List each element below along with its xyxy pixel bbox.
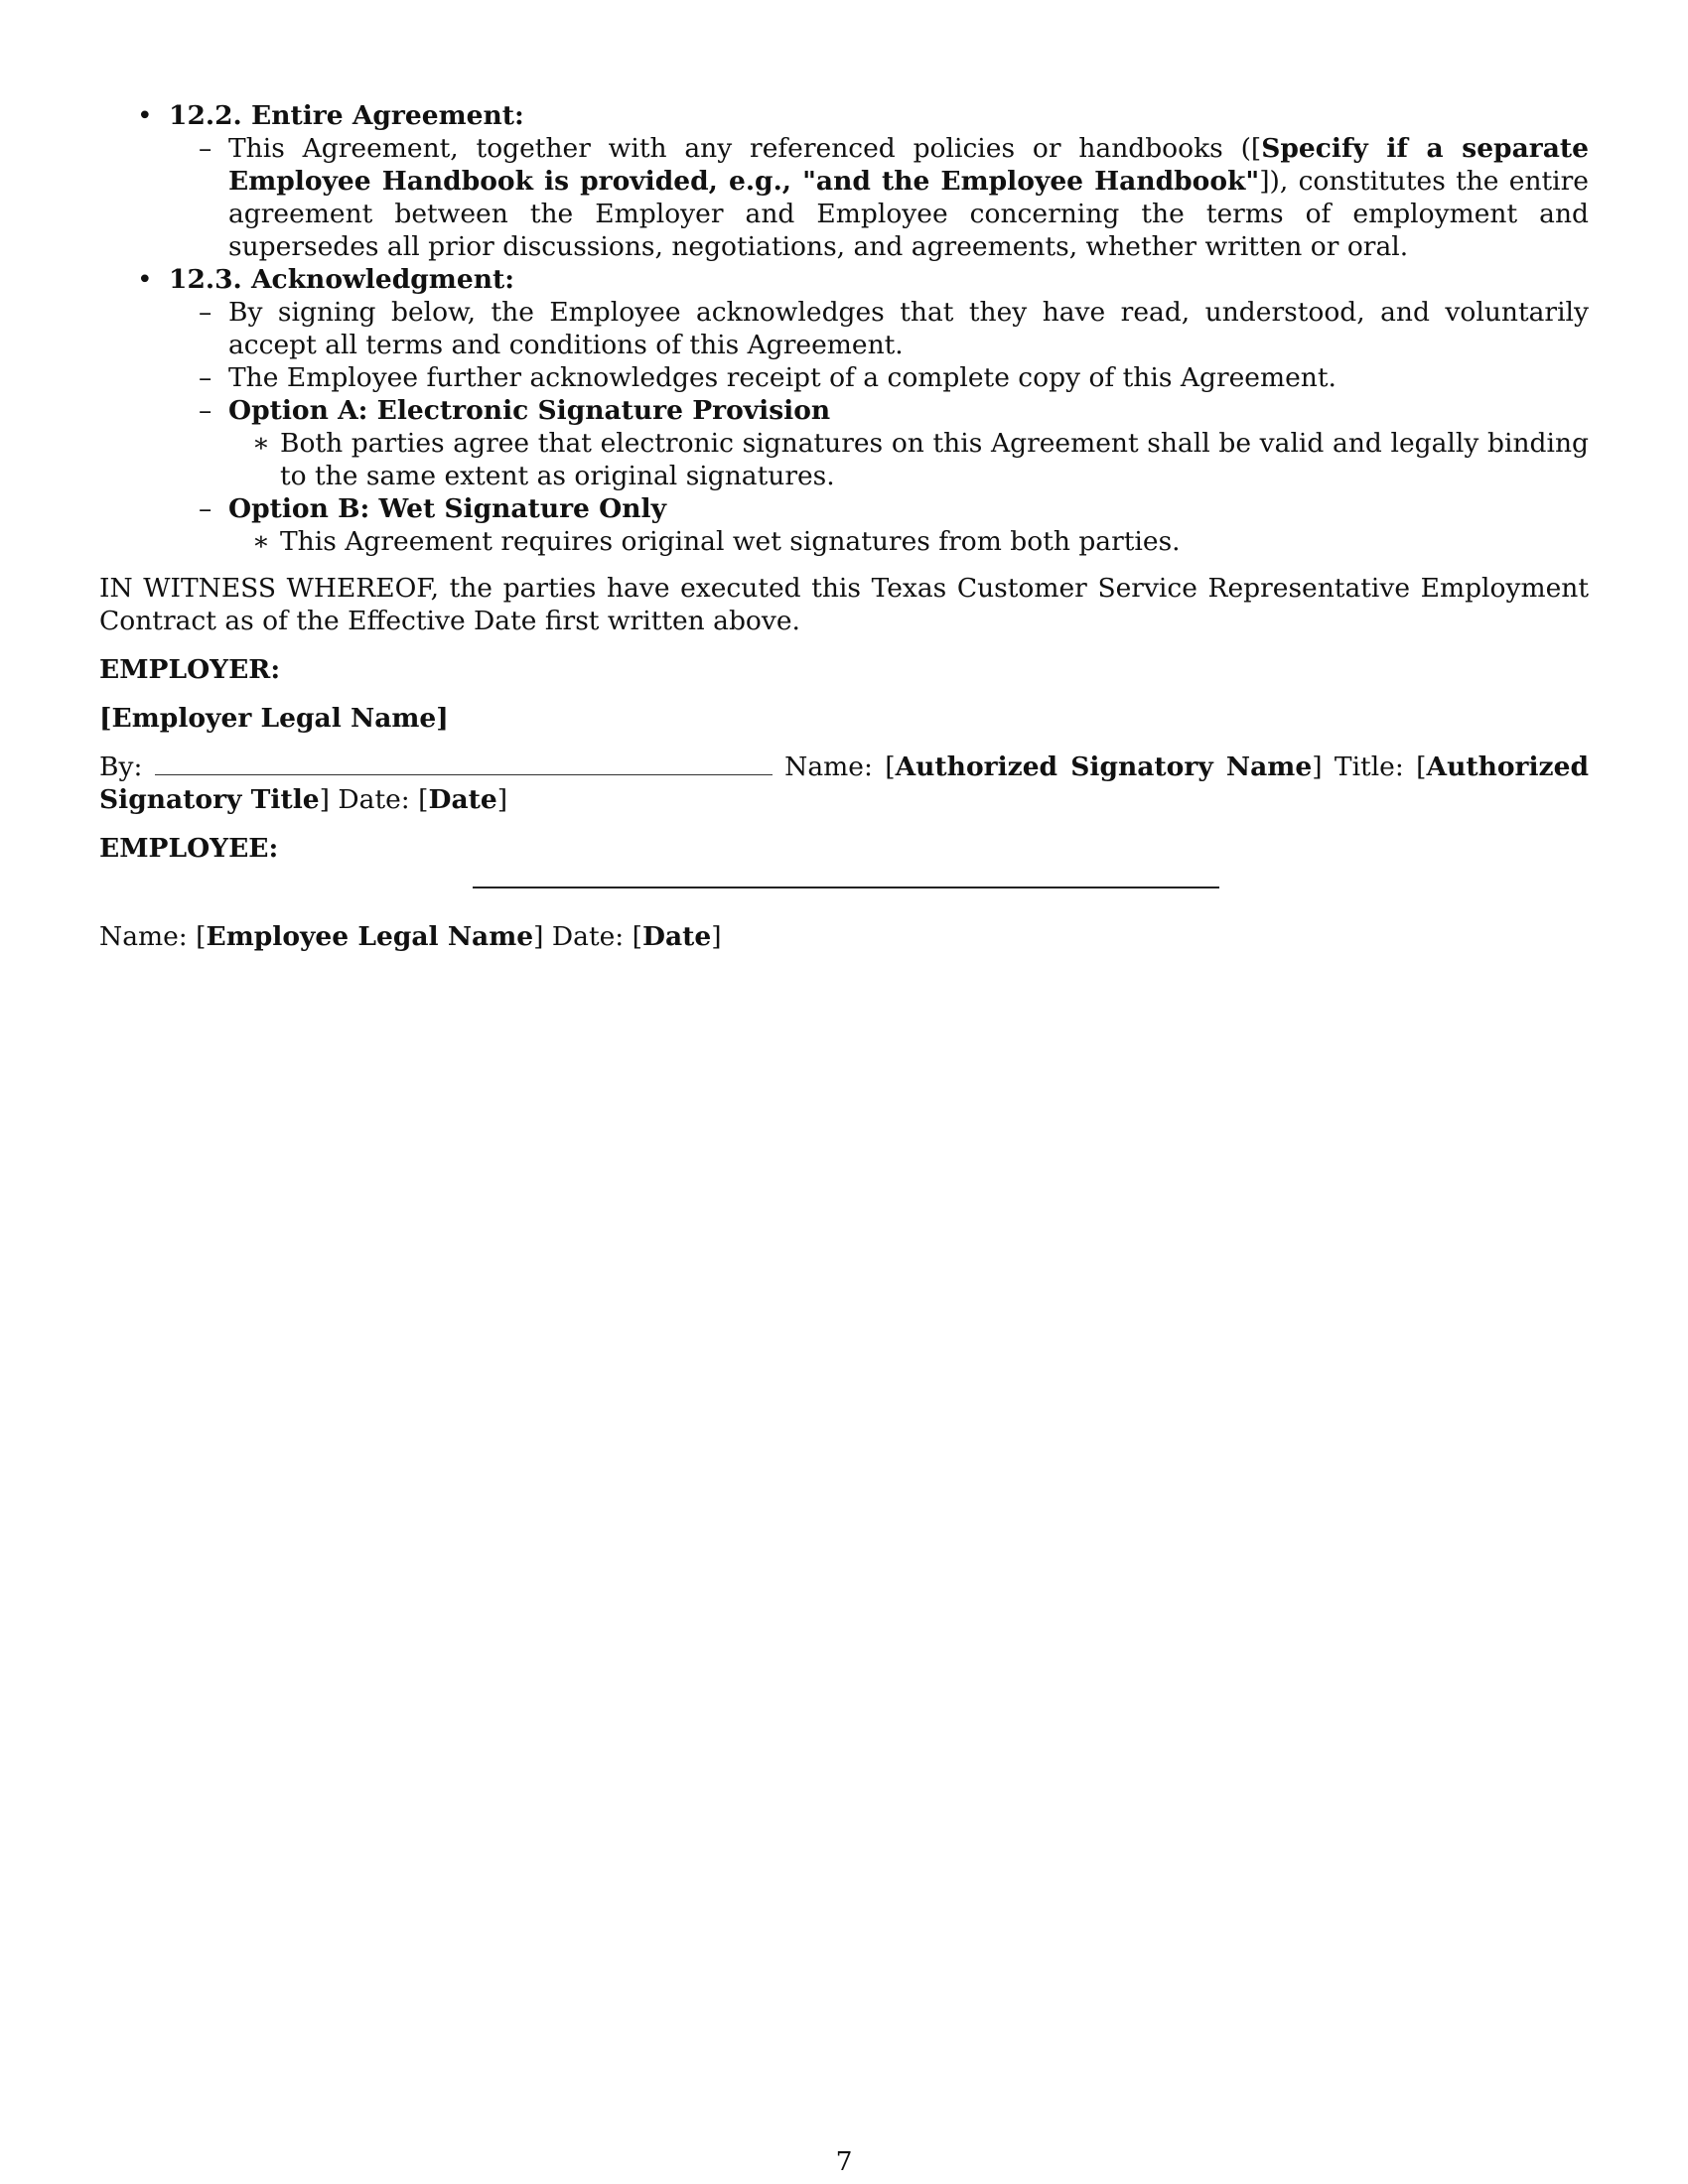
document-page bbox=[99, 99, 1589, 953]
dash-icon: – bbox=[199, 493, 212, 524]
employee-heading: EMPLOYEE: bbox=[99, 833, 279, 864]
employer-signature-line[interactable] bbox=[155, 752, 773, 775]
title-label: Title: bbox=[1334, 751, 1404, 782]
asterisk-icon: ∗ bbox=[252, 428, 271, 459]
name-label: Name: bbox=[784, 751, 873, 782]
section-12-2-heading: 12.2. Entire Agreement: bbox=[169, 100, 524, 131]
option-b-items bbox=[228, 525, 1589, 558]
section-list bbox=[99, 99, 1589, 558]
employer-legal-name: Employer Legal Name bbox=[111, 703, 437, 734]
authorized-signatory-name: Authorized Signatory Name bbox=[895, 751, 1313, 782]
handbook-placeholder: Specify if a separate Employee Handbook is provided, e.g., "and the Employee Handbook" bbox=[228, 133, 1589, 197]
receipt-text: The Employee further acknowledges receipt of a complete copy of this Agreement. bbox=[228, 362, 1336, 393]
option-b bbox=[169, 492, 1589, 558]
date-label: Date: bbox=[338, 784, 410, 815]
section-12-3 bbox=[99, 263, 1589, 558]
employee-signature-area bbox=[99, 887, 1589, 906]
by-label: By: bbox=[99, 751, 143, 782]
section-12-3-heading: 12.3. Acknowledgment: bbox=[169, 264, 514, 295]
employer-date: Date bbox=[428, 784, 497, 815]
option-b-text: This Agreement requires original wet signatures from both parties. bbox=[280, 526, 1181, 557]
dash-icon: – bbox=[199, 297, 212, 328]
section-12-3-items bbox=[169, 296, 1589, 558]
employer-signature-block: By: Name: [Authorized Signatory Name] Title: [Authorized Signatory Title] Date: [Date] bbox=[99, 751, 1589, 815]
employee-info-line: Name: [Employee Legal Name] Date: [Date] bbox=[99, 921, 722, 952]
section-12-2 bbox=[99, 99, 1589, 263]
list-item bbox=[169, 296, 1589, 361]
list-item bbox=[228, 525, 1589, 558]
employee-legal-name: Employee Legal Name bbox=[206, 921, 534, 952]
bullet-icon: • bbox=[137, 264, 153, 295]
employer-heading: EMPLOYER: bbox=[99, 654, 281, 685]
option-a-items bbox=[228, 427, 1589, 492]
dash-icon: – bbox=[199, 362, 212, 393]
employer-legal-name-block: [Employer Legal Name] bbox=[99, 703, 449, 734]
dash-icon: – bbox=[199, 133, 212, 164]
entire-agreement-text-start: This Agreement, together with any referenced policies or handbooks ([ bbox=[228, 133, 1262, 164]
page-number: 7 bbox=[835, 2146, 853, 2177]
section-12-2-items bbox=[169, 132, 1589, 263]
option-a-text: Both parties agree that electronic signatures on this Agreement shall be valid and legally binding to the same extent as original signatures. bbox=[280, 428, 1589, 491]
employee-signature-line[interactable] bbox=[473, 887, 1219, 888]
employee-date: Date bbox=[641, 921, 712, 952]
list-item bbox=[228, 427, 1589, 492]
option-b-title: Option B: Wet Signature Only bbox=[228, 493, 666, 524]
list-item bbox=[169, 361, 1589, 394]
entire-agreement-text-end: ]), constitutes the entire agreement between the Employer and Employee concerning the terms of employment and supersedes all prior discussions, negotiations, and agreements, whether written or oral. bbox=[228, 166, 1589, 262]
dash-icon: – bbox=[199, 395, 212, 426]
asterisk-icon: ∗ bbox=[252, 526, 271, 557]
option-a-title: Option A: Electronic Signature Provision bbox=[228, 395, 831, 426]
witness-paragraph: IN WITNESS WHEREOF, the parties have executed this Texas Customer Service Representative Employment Contract as of the Effective Date first written above. bbox=[99, 573, 1589, 636]
authorized-signatory-title: Authorized Signatory Title bbox=[99, 751, 1589, 815]
bullet-icon: • bbox=[137, 100, 153, 131]
list-item bbox=[169, 132, 1589, 263]
option-a bbox=[169, 394, 1589, 492]
employee-name-label: Name: bbox=[99, 921, 188, 952]
acknowledgment-text: By signing below, the Employee acknowledges that they have read, understood, and voluntarily accept all terms and conditions of this Agreement. bbox=[228, 297, 1589, 360]
employee-date-label: Date: bbox=[551, 921, 625, 952]
